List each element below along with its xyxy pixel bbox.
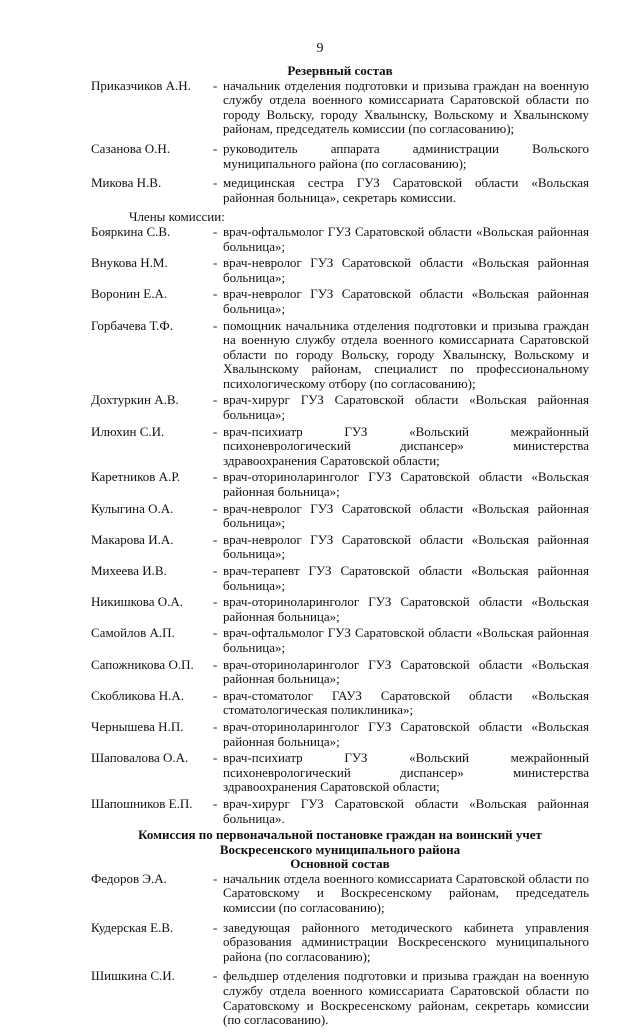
person-position: врач-оториноларинголог ГУЗ Саратовской области «Вольская районная больница»; [223, 718, 589, 749]
person-position: врач-хирург ГУЗ Саратовской области «Вольская районная больница»; [223, 392, 589, 423]
person-row [91, 79, 589, 137]
dash-separator: - [213, 77, 218, 93]
dash-separator: - [213, 795, 218, 811]
person-row [91, 533, 589, 562]
person-name: Каретников А.Р. [91, 469, 181, 485]
person-name: Внукова Н.М. [91, 255, 168, 271]
person-position: врач-терапевт ГУЗ Саратовской области «Вольская районная больница»; [223, 563, 589, 593]
dash-separator: - [213, 255, 218, 271]
person-position: медицинская сестра ГУЗ Саратовской области «Вольская районная больница», секретарь комиссии. [223, 175, 589, 205]
person-name: Дохтуркин А.В. [91, 392, 179, 408]
dash-separator: - [213, 140, 218, 156]
dash-separator: - [213, 656, 218, 672]
person-position: начальник отделения подготовки и призыва граждан на военную службу отдела военного комиссариата Саратовской области по городу Вольску, городу Хвалынску, Вольскому и Хвалынскому районам, председатель комиссии (по согласованию); [223, 77, 589, 137]
dash-separator: - [213, 870, 218, 886]
person-row [91, 797, 589, 826]
person-name: Сапожникова О.П. [91, 656, 194, 672]
person-name: Приказчиков А.Н. [91, 77, 191, 93]
person-name: Скобликова Н.А. [91, 687, 184, 703]
page-number: 9 [316, 41, 324, 56]
dash-separator: - [213, 469, 218, 485]
person-position: врач-психиатр ГУЗ «Вольский межрайонный психоневрологический диспансер» министерства здравоохранения Саратовской области; [223, 423, 589, 468]
person-row [91, 751, 589, 795]
dash-separator: - [213, 223, 218, 239]
person-position: врач-оториноларинголог ГУЗ Саратовской области «Вольская районная больница»; [223, 656, 589, 687]
person-name: Бояркина С.В. [91, 223, 171, 239]
person-position: врач-стоматолог ГАУЗ Саратовской области «Вольская стоматологическая поликлиника»; [223, 687, 589, 718]
person-name: Шаповалова О.А. [91, 750, 189, 766]
dash-separator: - [213, 392, 218, 408]
person-row [91, 287, 589, 316]
person-name: Шишкина С.И. [91, 968, 175, 984]
person-row [91, 142, 589, 171]
person-row [91, 595, 589, 624]
person-name: Сазанова О.Н. [91, 140, 171, 156]
members-list [91, 225, 589, 828]
dash-separator: - [213, 286, 218, 302]
dash-separator: - [213, 750, 218, 766]
person-row [91, 921, 589, 965]
dash-separator: - [213, 317, 218, 333]
person-position: врач-психиатр ГУЗ «Вольский межрайонный психоневрологический диспансер» министерства здравоохранения Саратовской области; [223, 750, 589, 795]
person-position: врач-офтальмолог ГУЗ Саратовской области «Вольская районная больница»; [223, 625, 589, 655]
person-position: врач-невролог ГУЗ Саратовской области «Вольская районная больница»; [223, 531, 589, 562]
dash-separator: - [213, 563, 218, 578]
commission-heading-line2: Воскресенского муниципального района [219, 841, 461, 857]
document-body [91, 64, 589, 1033]
person-position: врач-оториноларинголог ГУЗ Саратовской области «Вольская районная больница»; [223, 469, 589, 500]
person-position: заведующая районного методического кабинета управления образования администрации Воскресенского муниципального района (по согласованию); [223, 919, 589, 964]
dash-separator: - [213, 531, 218, 547]
row-spacer [91, 1028, 589, 1033]
person-name: Кулыгина О.А. [91, 500, 174, 516]
person-name: Кудерская Е.В. [91, 919, 174, 935]
person-row [91, 502, 589, 531]
person-row [91, 626, 589, 655]
person-position: врач-хирург ГУЗ Саратовской области «Вольская районная больница». [223, 795, 589, 826]
person-position: врач-невролог ГУЗ Саратовской области «Вольская районная больница»; [223, 286, 589, 316]
dash-separator: - [213, 594, 218, 610]
person-position: врач-офтальмолог ГУЗ Саратовской области «Вольская районная больница»; [223, 223, 589, 254]
person-row [91, 470, 589, 499]
members-heading: Члены комиссии: [129, 209, 225, 225]
person-name: Никишкова О.А. [91, 594, 184, 610]
person-row [91, 225, 589, 254]
person-position: врач-оториноларинголог ГУЗ Саратовской области «Вольская районная больница»; [223, 594, 589, 624]
dash-separator: - [213, 423, 218, 439]
person-position: врач-невролог ГУЗ Саратовской области «Вольская районная больница»; [223, 500, 589, 531]
reserve-leaders-list [91, 79, 589, 211]
person-row [91, 425, 589, 469]
main-composition-heading: Основной состав [290, 856, 390, 872]
person-name: Шапошников Е.П. [91, 795, 193, 811]
person-row [91, 319, 589, 392]
person-row [91, 689, 589, 718]
person-position: помощник начальника отделения подготовки и призыва граждан на военную службу отдела военного комиссариата Саратовской области по городу Вольску, городу Хвалынску, Вольскому и Хвалынскому районам, специалист по профессиональному психологическому отбору (по согласованию); [223, 317, 589, 391]
person-position: фельдшер отделения подготовки и призыва граждан на военную службу отдела военного комиссариата Саратовской области по Саратовскому и Воскресенскому районам, секретарь комиссии (по согласованию). [223, 968, 589, 1028]
dash-separator: - [213, 500, 218, 516]
main-composition-list [91, 872, 589, 1033]
dash-separator: - [213, 175, 218, 191]
person-name: Горбачева Т.Ф. [91, 317, 173, 333]
person-row [91, 176, 589, 205]
dash-separator: - [213, 718, 218, 734]
commission-heading-line1: Комиссия по первоначальной постановке граждан на воинский учет [138, 827, 542, 843]
person-row [91, 564, 589, 593]
person-name: Самойлов А.П. [91, 625, 175, 641]
person-name: Макарова И.А. [91, 531, 174, 547]
person-name: Чернышева Н.П. [91, 718, 184, 734]
person-row [91, 393, 589, 422]
person-row [91, 872, 589, 916]
person-row [91, 969, 589, 1027]
person-position: врач-невролог ГУЗ Саратовской области «Вольская районная больница»; [223, 255, 589, 285]
person-position: начальник отдела военного комиссариата Саратовской области по Саратовскому и Воскресенскому районам, председатель комиссии (по согласованию); [223, 870, 589, 916]
dash-separator: - [213, 968, 218, 984]
person-row [91, 256, 589, 285]
dash-separator: - [213, 687, 218, 703]
dash-separator: - [213, 625, 218, 641]
person-name: Воронин Е.А. [91, 286, 168, 302]
person-name: Михеева И.В. [91, 563, 167, 578]
dash-separator: - [213, 919, 218, 935]
person-position: руководитель аппарата администрации Вольского муниципального района (по согласованию); [223, 140, 589, 171]
person-name: Илюхин С.И. [91, 423, 165, 439]
person-row [91, 720, 589, 749]
person-name: Микова Н.В. [91, 175, 162, 191]
person-row [91, 658, 589, 687]
person-name: Федоров Э.А. [91, 870, 167, 886]
reserve-heading: Резервный состав [287, 63, 393, 78]
